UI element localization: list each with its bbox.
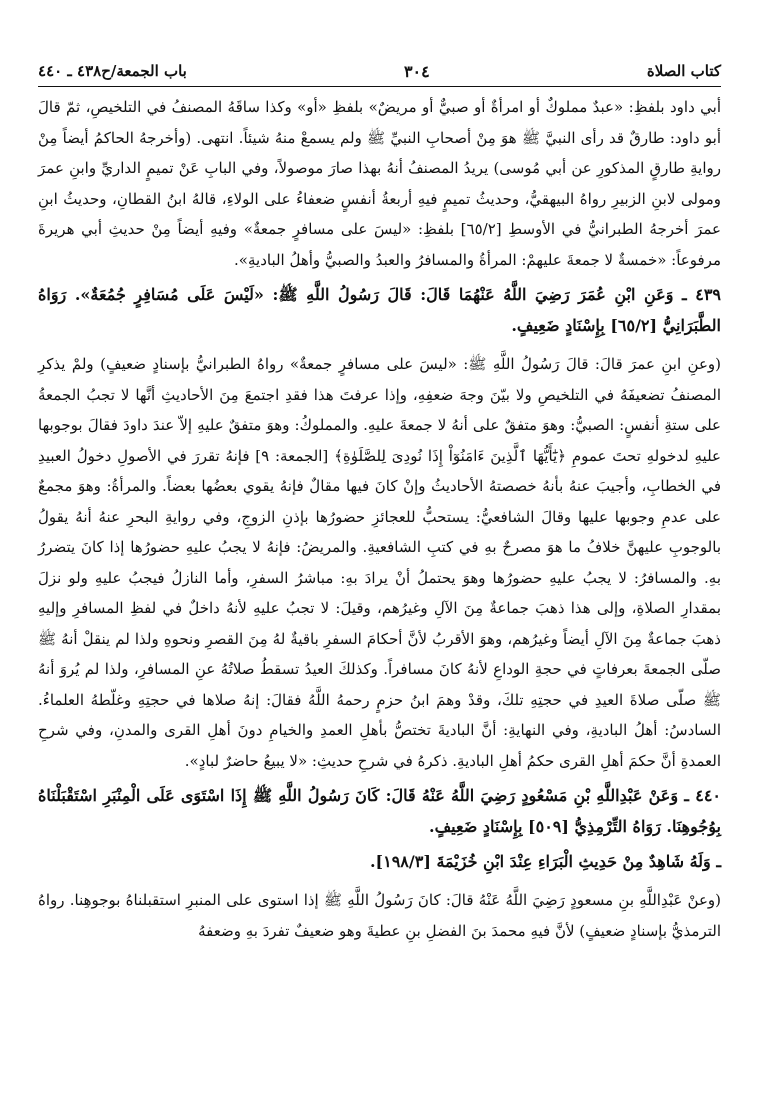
commentary-paragraph-3: (وعنْ عَبْدِاللَّهِ بنِ مسعودٍ رَضِيَ اللَّهُ عَنْهُ قالَ: كانَ رَسُولُ اللَّهِ ﷺ إذا استوى على المنبرِ استقبلناهُ بوجوهِنا. رواهُ الترمذيُّ بإسنادٍ ضعيفٍ) لأنَّ فيهِ محمدَ بنَ الفضلِ بنِ عطيةَ وهو ضعيفٌ تفردَ بهِ وضعفهُ bbox=[38, 891, 721, 940]
page-number: ٣٠٤ bbox=[403, 61, 430, 81]
hadith-number: ٤٣٩ bbox=[695, 285, 721, 304]
hadith-439 bbox=[38, 279, 721, 341]
commentary-paragraph-1: أبي داود بلفظِ: «عبدٌ مملوكٌ أو امرأةٌ أو صبيٌّ أو مريضٌ» بلفظِ «أو» وكذا ساقَهُ المصنفُ في التلخيصِ، ثمّ قالَ أبو داود: طارقٌ قد رأى النبيَّ ﷺ هوَ مِنْ أصحابِ النبيِّ ﷺ ولم يسمعْ منهُ شيئاً. انتهى. (وأخرجهُ الحاكمُ أيضاً مِنْ روايةِ طارقٍ المذكورِ عن أبي مُوسى) يريدُ المصنفُ أنهُ بهذا صارَ موصولاً، وفي البابِ عَنْ تميمٍ الداريِّ وابنِ عمرَ ومولى لابنِ الزبيرِ رواهُ البيهقيُّ، وحديثُ تميمٍ فيهِ أربعةُ أنفسٍ ضعفاءُ على الولاءِ، قالهُ ابنُ القطانِ، وحديثُ ابنِ عمرَ أخرجهُ الطبرانيُّ في الأوسطِ [٦٥/٢] بلفظِ: «ليسَ على مسافرٍ جمعةٌ» وفيهِ أيضاً مِنْ حديثِ أبي هريرةَ مرفوعاً: «خمسةٌ لا جمعةَ عليهمْ: المرأةُ والمسافرُ والعبدُ والصبيُّ وأهلُ الباديةِ». bbox=[38, 98, 722, 269]
supporting-narration: ـ وَلَهُ شَاهِدٌ مِنْ حَدِيثِ الْبَرَاءِ عِنْدَ ابْنِ خُزَيْمَةَ [١٩٨/٣]. bbox=[369, 852, 721, 871]
book-title: كتاب الصلاة bbox=[646, 62, 721, 80]
chapter-title: باب الجمعة/ح٤٣٨ ـ ٤٤٠ bbox=[38, 62, 187, 80]
header-divider bbox=[38, 86, 721, 87]
page-header bbox=[38, 58, 721, 84]
hadith-text: ـ وَعَنْ عَبْدِاللَّهِ بْنِ مَسْعُودٍ رَضِيَ اللَّهُ عَنْهُ قَالَ: كَانَ رَسُولُ اللَّهِ ﷺ إِذَا اسْتَوَى عَلَى الْمِنْبَرِ اسْتَقْبَلْنَاهُ بِوُجُوهِنَا. رَوَاهُ التِّرْمِذِيُّ [٥٠٩] بِإِسْنَادٍ ضَعِيفٍ. bbox=[38, 786, 721, 836]
hadith-number: ٤٤٠ bbox=[695, 786, 721, 805]
hadith-text: ـ وَعَنِ ابْنِ عُمَرَ رَضِيَ اللَّهُ عَنْهُمَا قَالَ: قَالَ رَسُولُ اللَّهِ ﷺ: «لَيْسَ عَلَى مُسَافِرٍ جُمُعَةٌ». رَوَاهُ الطَّبَرَانِيُّ [٦٥/٢] بِإِسْنَادٍ ضَعِيفٍ. bbox=[38, 285, 721, 335]
page-body bbox=[38, 92, 721, 946]
commentary-paragraph-2: (وعنِ ابنِ عمرَ قالَ: قالَ رَسُولُ اللَّهِ ﷺ: «ليسَ على مسافرٍ جمعةٌ» رواهُ الطبرانيُّ بإسنادٍ ضعيفٍ) ولمْ يذكرِ المصنفُ تضعيفَهُ في التلخيصِ ولا بيّنَ وجهَ ضعفِهِ، وإذا عرفتَ هذا فقدِ اجتمعَ مِنَ الأحاديثِ أنَّها لا تجبُ الجمعةُ على ستةِ أنفسٍ: الصبيُّ: وهوَ متفقٌ على أنهُ لا جمعةَ عليهِ. والمملوكُ: وهوَ متفقٌ عليهِ إلاّ عندَ داودَ فقالَ بوجوبها عليهِ لدخولهِ تحتَ عمومِ ﴿يَٰٓأَيُّهَا ٱلَّذِينَ ءَامَنُوٓاْ إِذَا نُودِىَ لِلصَّلَوٰةِ﴾ [الجمعة: ٩] فإنهُ تقررَ في الأصولِ دخولُ العبيدِ في الخطابِ، وأجيبَ عنهُ بأنهُ خصصتهُ الأحاديثُ وإنْ كانَ فيها مقالٌ فإنهُ يقوي بعضُها بعضاً. والمرأةُ: وهوَ مجمعٌ على عدمِ وجوبها عليها وقالَ الشافعيُّ: يستحبُّ للعجائزِ حضورُها بإذنِ الزوجِ، وفي روايةِ البحرِ عنهُ أنهُ يقولُ بالوجوبِ عليهنَّ خلافُ ما هوَ مصرحٌ بهِ في كتبِ الشافعيةِ. والمريضُ: فإنهُ لا يجبُ عليهِ حضورُها إذا كانَ يتضررُ بهِ. والمسافرُ: لا يجبُ عليهِ حضورُها وهوَ يحتملُ أنْ يرادَ بهِ: مباشرُ السفرِ، وأما النازلُ فيجبُ عليهِ ولو نزلَ بمقدارِ الصلاةِ، وإلى هذا ذهبَ جماعةٌ مِنَ الآلِ وغيرُهم، وقيلَ: لا تجبُ عليهِ لأنهُ داخلٌ في لفظِ المسافرِ وإليهِ ذهبَ جماعةٌ مِنَ الآلِ أيضاً وغيرُهم، وهوَ الأقربُ لأنَّ أحكامَ السفرِ باقيةٌ لهُ مِنَ القصرِ ونحوهِ ولذا لم ينقلْ أنهُ ﷺ صلّى الجمعةَ بعرفاتٍ في حجةِ الوداعِ لأنهُ كانَ مسافراً. وكذلكَ العيدُ تسقطُ صلاتُهُ عنِ المسافرِ، ولذا لم يُروَ أنهُ ﷺ صلّى صلاةَ العيدِ في حجتِهِ تلكَ، وقدْ وهمَ ابنُ حزمٍ رحمهُ اللَّهُ فقالَ: إنهُ صلاها في حجتِهِ وغلّطهُ العلماءُ. السادسُ: أهلُ الباديةِ، وفي النهايةِ: أنَّ الباديةَ تختصُّ بأهلِ العمدِ والخيامِ دونَ أهلِ القرى والمدنِ، وفي شرحِ العمدةِ أنَّ حكمَ أهلِ القرى حكمُ أهلِ الباديةِ. ذكرهُ في شرحِ حديثِ: «لا يبيعُ حاضرٌ لبادٍ». bbox=[38, 355, 722, 770]
hadith-440 bbox=[38, 780, 721, 842]
